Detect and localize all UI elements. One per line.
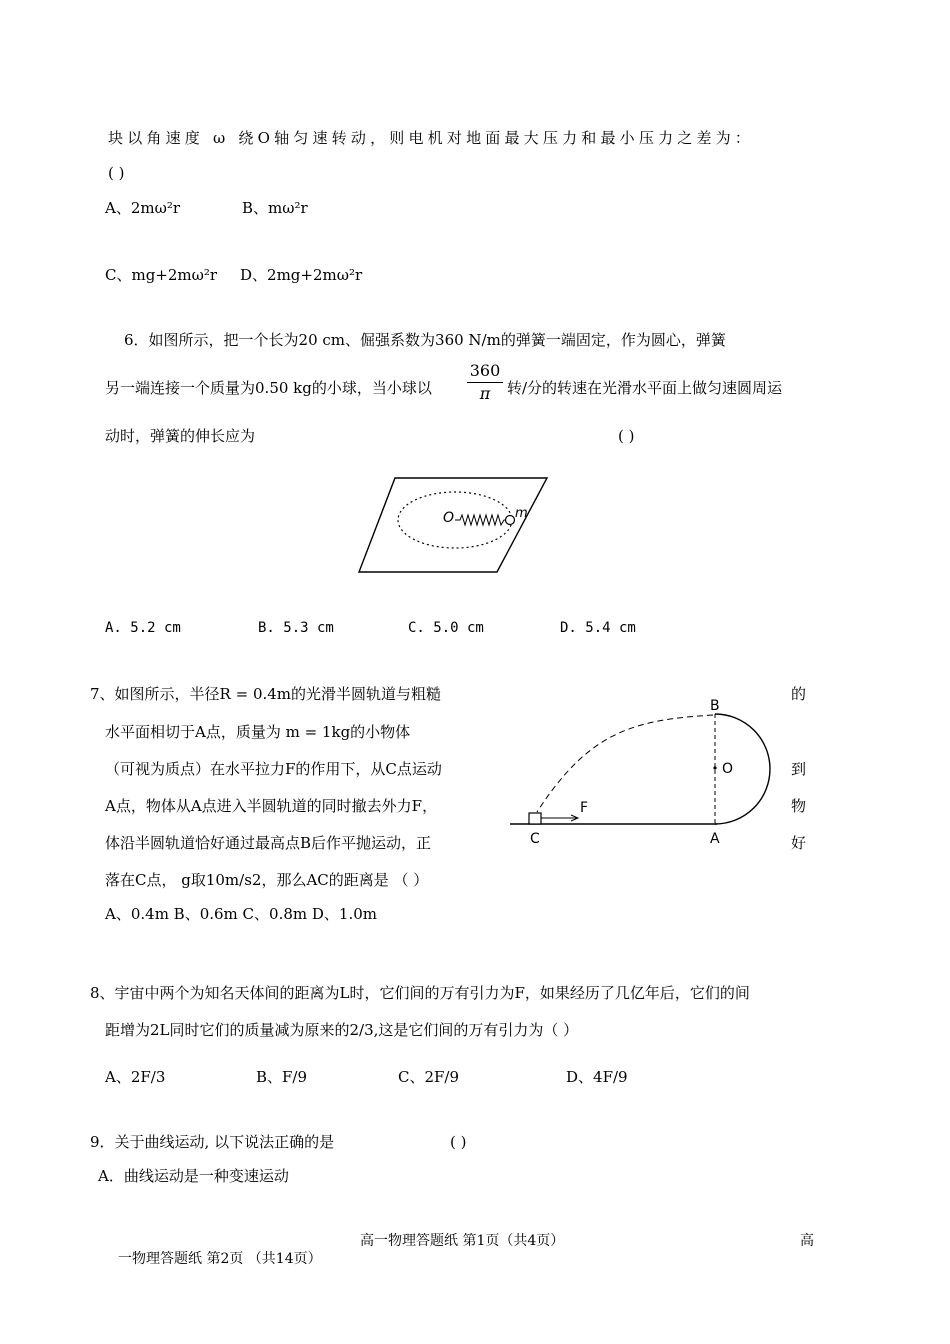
q7-line-4: A点，物体从A点进入半圆轨道的同时撤去外力F，	[105, 797, 438, 815]
q6-fraction-bar	[467, 382, 503, 383]
q6-fraction	[465, 361, 505, 404]
q6-center-label: O	[443, 510, 455, 526]
q7-line-1: 7、如图所示，半径R = 0.4m的光滑半圆轨道与粗糙	[90, 685, 442, 703]
q8-option-d: D、4F/9	[566, 1068, 628, 1086]
q6-mass-label: m	[515, 506, 528, 521]
q6-answer-paren: ( )	[618, 427, 635, 445]
q6-option-c: C. 5.0 cm	[408, 620, 484, 636]
q7-right-char-2: 到	[791, 760, 807, 778]
q7-right-char-3: 物	[791, 797, 807, 815]
q7-line-5: 体沿半圆轨道恰好通过最高点B后作平抛运动，正	[105, 834, 432, 852]
footer-right: 高	[800, 1233, 814, 1249]
q6-option-a: A. 5.2 cm	[105, 620, 181, 636]
footer-center: 高一物理答题纸 第1页（共4页）	[360, 1233, 565, 1249]
q8-option-c: C、2F/9	[398, 1068, 460, 1086]
q7-line-3: （可视为质点）在水平拉力F的作用下，从C点运动	[105, 760, 442, 778]
q7-line-2: 水平面相切于A点，质量为 m = 1kg的小物体	[105, 723, 411, 741]
q6-line-2-before: 另一端连接一个质量为0.50 kg的小球，当小球以	[105, 379, 432, 397]
q6-ball	[506, 516, 515, 525]
q7-center-o-label: O	[722, 761, 734, 777]
q7-track-figure	[505, 690, 785, 855]
footer-left: 一物理答题纸 第2页 （共14页）	[118, 1251, 322, 1267]
q5-option-a: A、2mω²r	[105, 199, 181, 217]
q7-point-c-label: C	[530, 831, 540, 847]
q8-option-b: B、F/9	[256, 1068, 308, 1086]
q5-answer-paren: ( )	[108, 164, 125, 182]
q5-option-d: D、2mg+2mω²r	[240, 266, 363, 284]
q6-line-2-after: 转/分的转速在光滑水平面上做匀速圆周运	[507, 379, 783, 397]
q9-option-a: A．曲线运动是一种变速运动	[98, 1167, 289, 1185]
q8-line-1: 8、宇宙中两个为知名天体间的距离为L时，它们间的万有引力为F，如果经历了几亿年后，它们的间	[90, 984, 750, 1002]
q6-line-3: 动时，弹簧的伸长应为	[105, 427, 256, 445]
q6-line-1: 6．如图所示，把一个长为20 cm、倔强系数为360 N/m的弹簧一端固定，作为圆心，弹簧	[124, 331, 726, 349]
q6-fraction-numerator: 360	[469, 361, 501, 380]
q7-block	[529, 813, 541, 824]
q8-line-2: 距增为2L同时它们的质量减为原来的2/3,这是它们间的万有引力为（ ）	[105, 1021, 579, 1039]
q7-point-b-label: B	[710, 698, 720, 714]
q7-right-char-4: 好	[791, 834, 807, 852]
q7-point-a-label: A	[710, 831, 720, 847]
q6-spring-figure	[355, 470, 555, 580]
q7-line-6: 落在C点， g取10m/s2，那么AC的距离是 （ ）	[105, 871, 429, 889]
q8-option-a: A、2F/3	[105, 1068, 166, 1086]
q7-projectile-path	[537, 715, 713, 812]
q5-option-b: B、mω²r	[242, 199, 308, 217]
q9-line-1: 9．关于曲线运动, 以下说法正确的是	[90, 1133, 335, 1151]
q5-stem-tail: 块以角速度 ω 绕O轴匀速转动，则电机对地面最大压力和最小压力之差为：	[108, 129, 755, 147]
q7-options: A、0.4m B、0.6m C、0.8m D、1.0m	[105, 905, 377, 923]
q6-option-d: D. 5.4 cm	[560, 620, 636, 636]
q6-option-b: B. 5.3 cm	[258, 620, 334, 636]
q5-option-c: C、mg+2mω²r	[105, 266, 218, 284]
q9-answer-paren: ( )	[450, 1133, 467, 1151]
q6-spring	[455, 515, 506, 525]
q7-right-char-1: 的	[791, 685, 807, 703]
q6-fraction-denominator: π	[479, 384, 491, 403]
q7-force-label: F	[580, 800, 589, 816]
